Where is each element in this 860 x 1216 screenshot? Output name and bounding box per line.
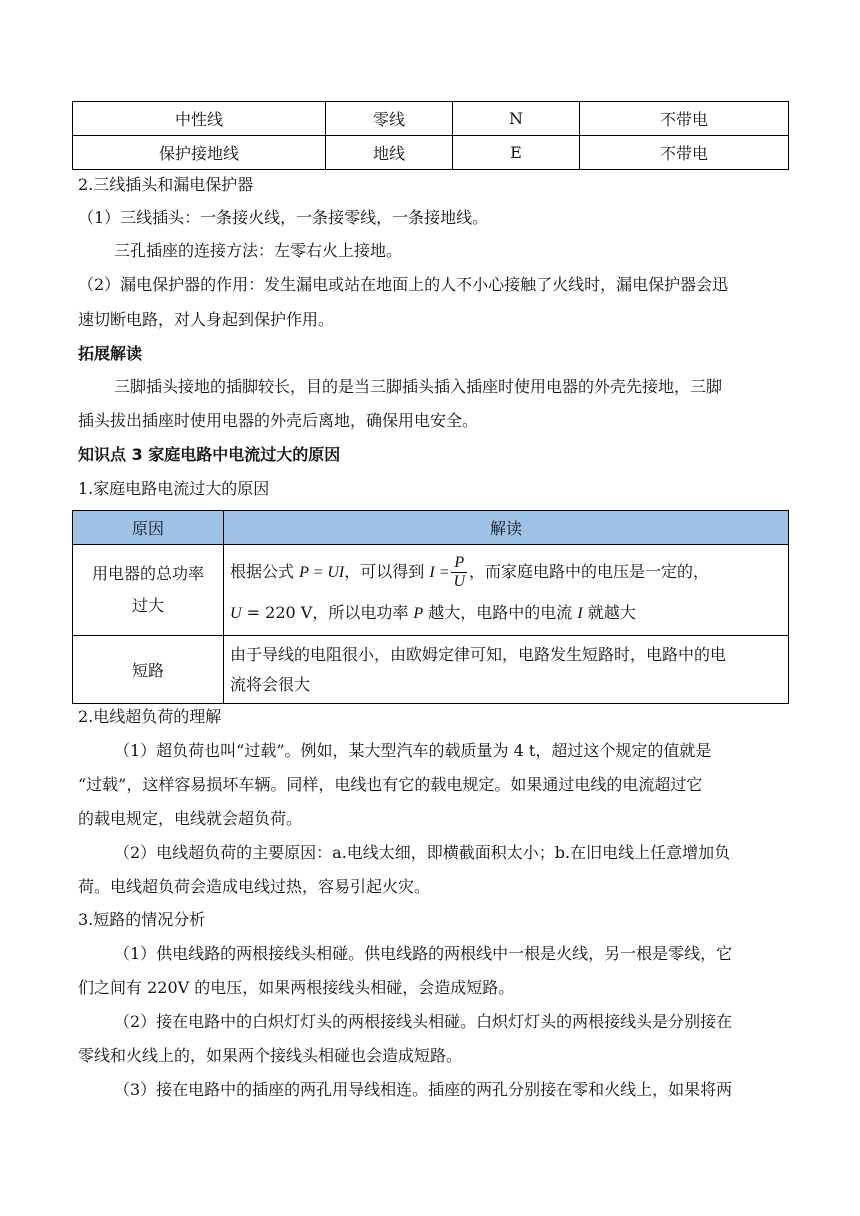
- table-cell: [73, 545, 224, 636]
- paragraph: （2）电线超负荷的主要原因：a.电线太细，即横截面积太小；b.在旧电线上任意增加负: [114, 843, 731, 862]
- table-row: [73, 545, 789, 636]
- paragraph: 三脚插头接地的插脚较长，目的是当三脚插头插入插座时使用电器的外壳先接地，三脚: [114, 377, 723, 396]
- paragraph: “过载”，这样容易损坏车辆。同样，电线也有它的载电规定。如果通过电线的电流超过它: [78, 775, 703, 794]
- paragraph: （1）供电线路的两根接线头相碰。供电线路的两根线中一根是火线，另一根是零线，它: [114, 944, 733, 963]
- paragraph: 荷。电线超负荷会造成电线过热，容易引起火灾。: [78, 877, 431, 896]
- table-cell: [224, 636, 789, 704]
- paragraph: （2）接在电路中的白炽灯灯头的两根接线头相碰。白炽灯灯头的两根接线头是分别接在: [114, 1012, 733, 1031]
- paragraph: 零线和火线上的，如果两个接线头相碰也会造成短路。: [78, 1046, 463, 1065]
- table-header-row: [73, 511, 789, 545]
- table-cell: 不带电: [580, 102, 789, 136]
- explanation-line: 由于导线的电阻很小，由欧姆定律可知，电路发生短路时，电路中的电: [230, 644, 727, 664]
- text-run: = 220 V，所以电功率: [241, 603, 414, 622]
- table-row: [73, 136, 789, 170]
- knowledge-point-heading: 知识点 3 家庭电路中电流过大的原因: [78, 445, 341, 464]
- table-cell: 保护接地线: [73, 136, 326, 170]
- paragraph: （1）三线插头：一条接火线，一条接零线，一条接地线。: [78, 208, 489, 227]
- table-header-cell: 解读: [224, 511, 789, 545]
- table-cell: N: [453, 102, 580, 136]
- fraction-denominator: U: [453, 573, 466, 590]
- explanation-line: [230, 549, 782, 595]
- paragraph: （2）漏电保护器的作用：发生漏电或站在地面上的人不小心接触了火线时，漏电保护器会迅: [78, 275, 729, 294]
- formula: P = UI: [299, 564, 345, 581]
- cause-table: [72, 510, 789, 704]
- fraction-numerator: P: [451, 554, 467, 573]
- paragraph: 的载电规定，电线就会超负荷。: [78, 809, 303, 828]
- formula: U: [230, 605, 242, 622]
- text-run: ，可以得到: [344, 562, 430, 581]
- table-cell: 中性线: [73, 102, 326, 136]
- table-cell: 不带电: [580, 136, 789, 170]
- formula: I =: [429, 564, 450, 581]
- paragraph: （3）接在电路中的插座的两孔用导线相连。插座的两孔分别接在零和火线上，如果将两: [114, 1080, 733, 1099]
- paragraph: 插头拔出插座时使用电器的外壳后离地，确保用电安全。: [78, 411, 479, 430]
- cause-text: 用电器的总功率: [91, 564, 204, 583]
- formula: I: [577, 605, 583, 622]
- paragraph: 三孔插座的连接方法：左零右火上接地。: [114, 241, 403, 260]
- table-header-cell: 原因: [73, 511, 224, 545]
- table-cell: [224, 545, 789, 636]
- section-heading: 拓展解读: [78, 344, 143, 363]
- formula: P: [413, 605, 424, 622]
- section-heading: 1.家庭电路电流过大的原因: [78, 479, 270, 498]
- text-run: 根据公式: [230, 562, 300, 581]
- paragraph: 们之间有 220V 的电压，如果两根接线头相碰，会造成短路。: [78, 978, 515, 997]
- fraction: [451, 554, 467, 591]
- section-heading: 2.电线超负荷的理解: [78, 707, 222, 726]
- table-cell: 地线: [326, 136, 453, 170]
- table-cell: 零线: [326, 102, 453, 136]
- table-row: [73, 636, 789, 704]
- paragraph: （1）超负荷也叫“过载”。例如，某大型汽车的载质量为 4 t，超过这个规定的值就是: [114, 741, 712, 760]
- cause-text: 过大: [131, 596, 164, 615]
- explanation-line: 流将会很大: [230, 674, 311, 694]
- section-heading: 2.三线插头和漏电保护器: [78, 175, 254, 194]
- text-run: 越大，电路中的电流: [423, 603, 578, 622]
- table-cell: E: [453, 136, 580, 170]
- text-run: ，而家庭电路中的电压是一定的，: [469, 562, 710, 581]
- table-row: [73, 102, 789, 136]
- section-heading: 3.短路的情况分析: [78, 910, 206, 929]
- paragraph: 速切断电路，对人身起到保护作用。: [78, 310, 335, 329]
- explanation-line: [230, 595, 782, 631]
- text-run: 就越大: [582, 603, 636, 622]
- wire-table: [72, 101, 789, 170]
- table-cell: 短路: [73, 636, 224, 704]
